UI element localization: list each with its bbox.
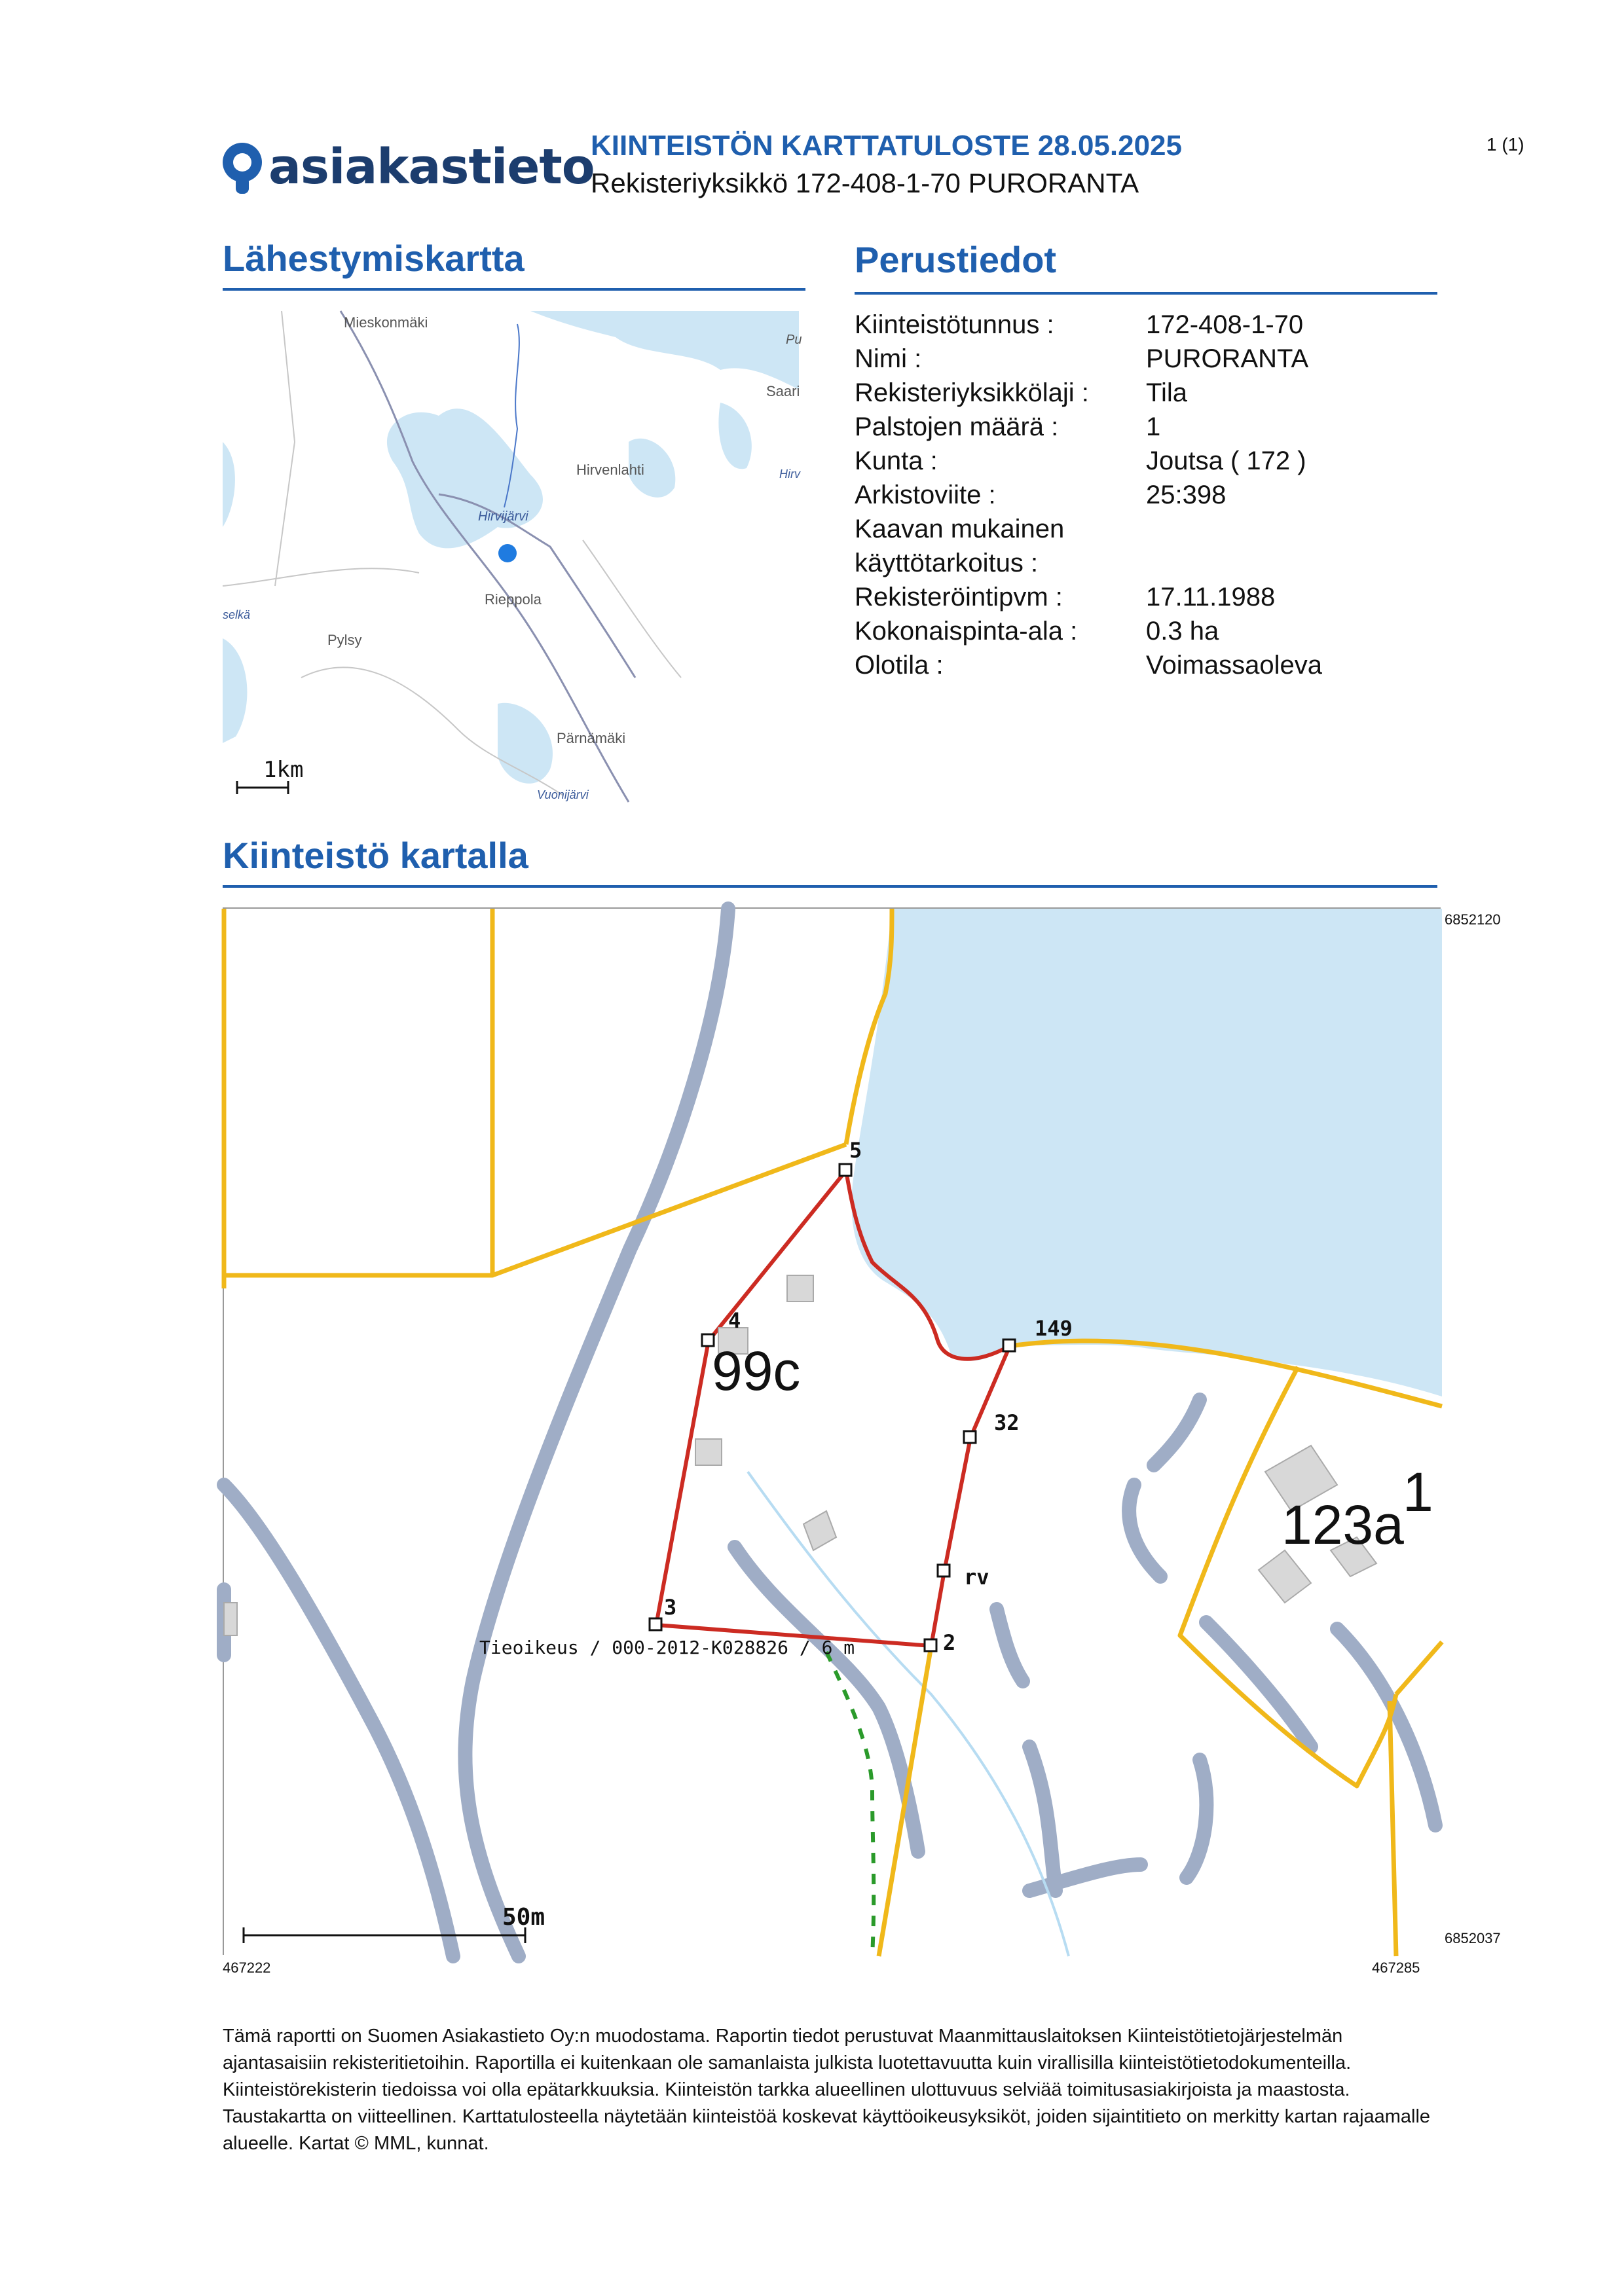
document-title: KIINTEISTÖN KARTTATULOSTE 28.05.2025 — [591, 130, 1182, 162]
parcel-id-label: 99c — [712, 1340, 801, 1402]
water-area — [851, 909, 1442, 1396]
info-label-rekisterointipvm: Rekisteröintipvm : — [855, 583, 1063, 611]
place-saari: Saari — [766, 383, 800, 399]
info-label-nimi: Nimi : — [855, 344, 922, 373]
approach-map-title: Lähestymiskartta — [223, 238, 525, 279]
place-parnamaki: Pärnämäki — [557, 730, 626, 746]
info-value-kiinteistotunnus: 172-408-1-70 — [1146, 310, 1304, 339]
point-149-marker — [1003, 1339, 1015, 1351]
point-rv-marker — [938, 1565, 950, 1576]
logo-text: asiakastieto — [268, 139, 595, 195]
point-5-label: 5 — [849, 1138, 862, 1163]
property-map-divider — [223, 885, 1437, 888]
info-label-kunta: Kunta : — [855, 446, 938, 475]
approach-scale-label: 1km — [263, 757, 304, 783]
info-value-nimi: PURORANTA — [1146, 344, 1309, 373]
place-rieppola: Rieppola — [485, 591, 542, 608]
place-hirvijarvi: Hirvijärvi — [478, 509, 528, 524]
point-5-marker — [840, 1164, 851, 1176]
info-label-arkistoviite: Arkistoviite : — [855, 481, 996, 509]
info-label-kaava-2: käyttötarkoitus : — [855, 549, 1039, 577]
point-2-label: 2 — [943, 1630, 956, 1655]
point-149-label: 149 — [1035, 1316, 1073, 1341]
info-label-olotila: Olotila : — [855, 651, 944, 680]
info-value-kunta: Joutsa ( 172 ) — [1146, 446, 1306, 475]
place-pu: Pu — [786, 333, 802, 347]
info-label-laji: Rekisteriyksikkölaji : — [855, 378, 1089, 407]
place-selka: selkä — [223, 608, 251, 621]
location-marker-icon — [498, 544, 517, 562]
approach-map — [223, 311, 802, 802]
place-vuonijarvi: Vuonijärvi — [537, 788, 589, 801]
info-value-arkistoviite: 25:398 — [1146, 481, 1227, 509]
easement-label: Tieoikeus / 000-2012-K028826 / 6 m — [479, 1637, 855, 1658]
info-label-palstat: Palstojen määrä : — [855, 412, 1059, 441]
point-32-label: 32 — [994, 1410, 1020, 1435]
coord-bottom-left: 467222 — [223, 1959, 271, 1976]
point-4-label: 4 — [728, 1308, 741, 1333]
asiakastieto-logo-icon — [216, 137, 268, 196]
info-label-kaava-1: Kaavan mukainen — [855, 515, 1065, 543]
neighbor-id-label: 123a — [1282, 1494, 1404, 1556]
info-value-pinta-ala: 0.3 ha — [1146, 617, 1219, 646]
basic-info-divider — [855, 292, 1437, 295]
point-3-label: 3 — [664, 1595, 677, 1620]
info-value-rekisterointipvm: 17.11.1988 — [1146, 583, 1276, 611]
coord-bottom-right-x: 467285 — [1372, 1959, 1420, 1976]
approach-map-divider — [223, 288, 805, 291]
point-32-marker — [964, 1431, 976, 1443]
info-label-kiinteistotunnus: Kiinteistötunnus : — [855, 310, 1054, 339]
building-8 — [224, 1603, 237, 1635]
coord-top-right: 6852120 — [1445, 911, 1501, 928]
info-value-palstat: 1 — [1146, 412, 1161, 441]
point-3-marker — [650, 1618, 661, 1630]
neighbor-id-label-2: 1 — [1403, 1461, 1433, 1523]
place-pylsy: Pylsy — [327, 632, 362, 648]
point-2-marker — [925, 1639, 936, 1651]
place-hirv: Hirv — [779, 467, 800, 481]
building-1 — [787, 1275, 813, 1302]
disclaimer-text: Tämä raportti on Suomen Asiakastieto Oy:n muodostama. Raportin tiedot perustuvat Maanmittauslaitoksen Kiinteistötietojärjestelmän ajantasaisiin rekisteritietoihin. Raportilla ei kuitenkaan ole samanlaista julkista luotettavuutta kuin virallisilla kiinteistötietodokumenteilla. Kiinteistörekisterin tiedoissa voi olla epätarkkuuksia. Kiinteistön tarkka alueellinen ulottuvuus selviää toimitusasiakirjoista ja maastosta. Taustakartta on viitteellinen. Karttatulosteella näytetään kiinteistöä koskevat käyttöoikeusyksiköt, joiden sijaintitieto on merkitty kartan rajaamalle alueelle. Kartat © MML, kunnat. — [223, 2026, 1431, 2154]
property-map-graphic — [224, 909, 1442, 1956]
document-subtitle: Rekisteriyksikkö 172-408-1-70 PURORANTA — [591, 168, 1139, 198]
info-label-pinta-ala: Kokonaispinta-ala : — [855, 617, 1078, 646]
info-value-laji: Tila — [1146, 378, 1187, 407]
page-number: 1 (1) — [1486, 134, 1524, 155]
property-map-title: Kiinteistö kartalla — [223, 835, 528, 876]
place-hirvenlahti: Hirvenlahti — [576, 462, 644, 478]
coord-bottom-right: 6852037 — [1445, 1930, 1501, 1946]
logo — [216, 134, 595, 200]
property-map — [223, 907, 1441, 1955]
place-mieskonmaki: Mieskonmäki — [344, 314, 428, 331]
building-3 — [695, 1439, 722, 1465]
approach-map-graphic — [223, 311, 802, 802]
basic-info-title: Perustiedot — [855, 239, 1057, 280]
property-scale-label: 50m — [502, 1904, 545, 1931]
point-rv-label: rv — [964, 1565, 989, 1590]
info-value-olotila: Voimassaoleva — [1146, 651, 1323, 680]
